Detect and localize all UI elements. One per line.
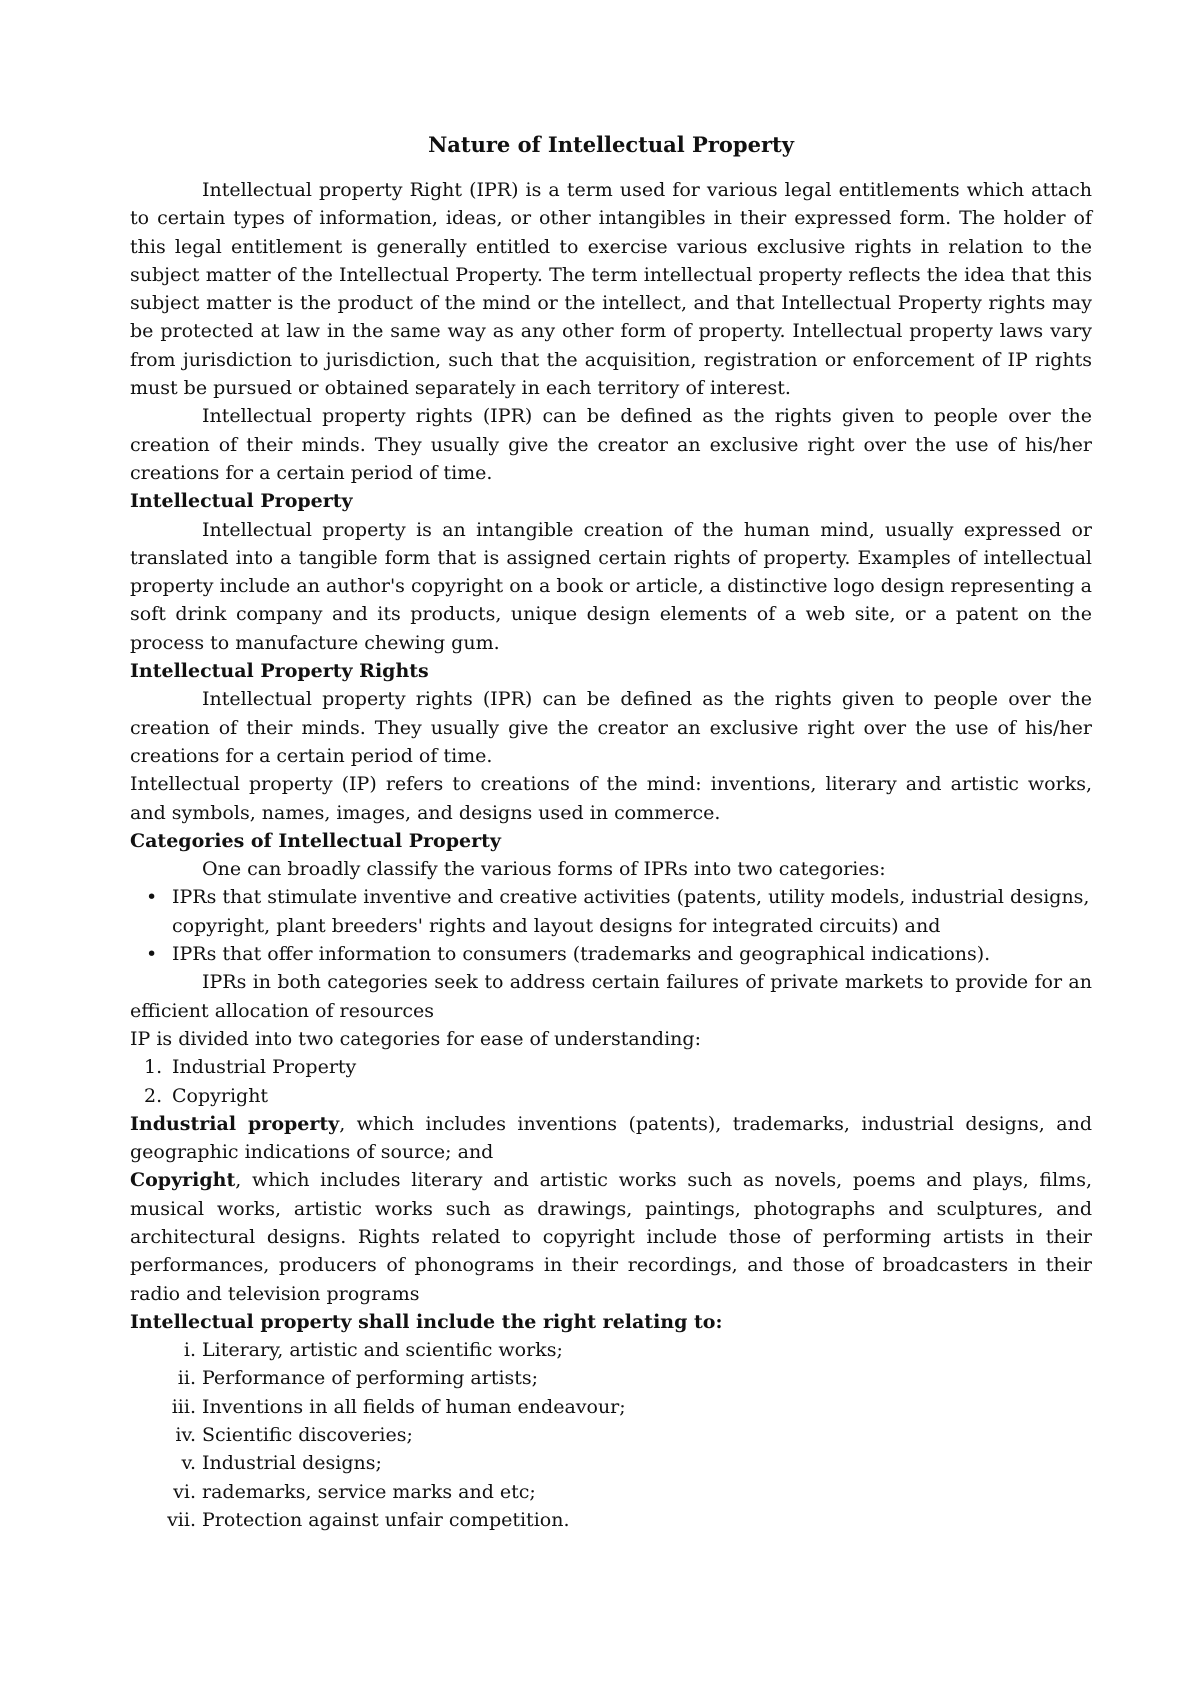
paragraph-intellectual-property: Intellectual property is an intangible creation of the human mind, usually expressed or translated into a tangible form that is assigned certain rights of property. Examples of intellectual property include an author's copyright on a book or article, a distinctive logo design representing a soft drink company and its products, unique design elements of a web site, or a patent on the process to manufacture chewing gum. bbox=[130, 518, 1092, 654]
rights-roman-list bbox=[130, 1336, 1092, 1534]
list-item-text: Scientific discoveries; bbox=[202, 1424, 413, 1447]
bullet-icon: • bbox=[146, 886, 158, 909]
list-item bbox=[146, 940, 1092, 968]
list-item-text: IPRs that offer information to consumers (trademarks and geographical indications). bbox=[172, 943, 991, 966]
document-title: Nature of Intellectual Property bbox=[428, 132, 794, 157]
list-item bbox=[183, 1336, 1092, 1364]
bullet-icon: • bbox=[146, 943, 158, 966]
list-number: iii. bbox=[171, 1395, 196, 1418]
list-item bbox=[144, 1082, 1092, 1110]
heading-intellectual-property: Intellectual Property bbox=[130, 490, 353, 513]
paragraph-industrial-property bbox=[130, 1110, 1092, 1167]
list-number: i. bbox=[183, 1339, 196, 1362]
heading-shall-include: Intellectual property shall include the right relating to: bbox=[130, 1310, 723, 1333]
list-item bbox=[144, 1053, 1092, 1081]
document-page bbox=[130, 130, 1092, 1534]
list-item-text: Copyright bbox=[172, 1084, 269, 1107]
list-item-text: Inventions in all fields of human endeavour; bbox=[202, 1395, 626, 1418]
paragraph-ip-refers: Intellectual property (IP) refers to creations of the mind: inventions, literary and artistic works, and symbols, names, images, and designs used in commerce. bbox=[130, 773, 1092, 824]
list-item-text: IPRs that stimulate inventive and creative activities (patents, utility models, industrial designs, copyright, plant breeders' rights and layout designs for integrated circuits) and bbox=[172, 886, 1090, 937]
ip-category-numbered-list bbox=[130, 1053, 1092, 1110]
heading-categories: Categories of Intellectual Property bbox=[130, 829, 501, 852]
list-item bbox=[171, 1393, 1092, 1421]
list-number: vi. bbox=[173, 1480, 196, 1503]
paragraph-ip-divided: IP is divided into two categories for ease of understanding: bbox=[130, 1027, 701, 1050]
list-number: 2. bbox=[144, 1084, 163, 1107]
heading-intellectual-property-rights: Intellectual Property Rights bbox=[130, 660, 429, 683]
list-item-text: Industrial Property bbox=[172, 1056, 357, 1079]
list-item bbox=[181, 1449, 1092, 1477]
copyright-description: , which includes literary and artistic works such as novels, poems and plays, films, musical works, artistic works such as drawings, paintings, photographs and sculptures, and architectural designs. Rights related to copyright include those of performing artists in their performances, producers of phonograms in their recordings, and those of broadcasters in their radio and television programs bbox=[130, 1169, 1092, 1305]
list-item-text: Literary, artistic and scientific works; bbox=[202, 1339, 563, 1362]
industrial-property-term: Industrial property bbox=[130, 1112, 340, 1135]
paragraph-copyright bbox=[130, 1166, 1092, 1307]
list-item bbox=[173, 1478, 1092, 1506]
copyright-term: Copyright bbox=[130, 1169, 236, 1192]
list-item-text: Industrial designs; bbox=[202, 1452, 382, 1475]
paragraph-classify: One can broadly classify the various forms of IPRs into two categories: bbox=[202, 858, 886, 881]
list-item bbox=[167, 1506, 1092, 1534]
list-item-text: Protection against unfair competition. bbox=[202, 1508, 570, 1531]
list-item-text: Performance of performing artists; bbox=[202, 1367, 539, 1390]
paragraph-ipr-definition: Intellectual property rights (IPR) can be defined as the rights given to people over the creation of their minds. They usually give the creator an exclusive right over the use of his/her creations for a certain period of time. bbox=[130, 405, 1092, 484]
paragraph-ipr-intro: Intellectual property Right (IPR) is a term used for various legal entitlements which attach to certain types of information, ideas, or other intangibles in their expressed form. The holder of this legal entitlement is generally entitled to exercise various exclusive rights in relation to the subject matter of the Intellectual Property. The term intellectual property reflects the idea that this subject matter is the product of the mind or the intellect, and that Intellectual Property rights may be protected at law in the same way as any other form of property. Intellectual property laws vary from jurisdiction to jurisdiction, such that the acquisition, registration or enforcement of IP rights must be pursued or obtained separately in each territory of interest. bbox=[130, 179, 1092, 400]
industrial-property-description: , which includes inventions (patents), trademarks, industrial designs, and geographic indications of source; and bbox=[130, 1112, 1092, 1164]
list-number: v. bbox=[181, 1452, 196, 1475]
list-number: ii. bbox=[177, 1367, 196, 1390]
list-item bbox=[146, 883, 1092, 940]
list-item-text: rademarks, service marks and etc; bbox=[202, 1480, 536, 1503]
list-number: iv. bbox=[175, 1424, 196, 1447]
paragraph-ipr-definition-repeat: Intellectual property rights (IPR) can be defined as the rights given to people over the creation of their minds. They usually give the creator an exclusive right over the use of his/her creations for a certain period of time. bbox=[130, 688, 1092, 767]
list-number: vii. bbox=[167, 1508, 196, 1531]
list-item bbox=[177, 1364, 1092, 1392]
paragraph-market-failures: IPRs in both categories seek to address certain failures of private markets to provide for an efficient allocation of resources bbox=[130, 971, 1092, 1022]
list-number: 1. bbox=[144, 1056, 163, 1079]
category-bullet-list bbox=[130, 883, 1092, 968]
list-item bbox=[175, 1421, 1092, 1449]
